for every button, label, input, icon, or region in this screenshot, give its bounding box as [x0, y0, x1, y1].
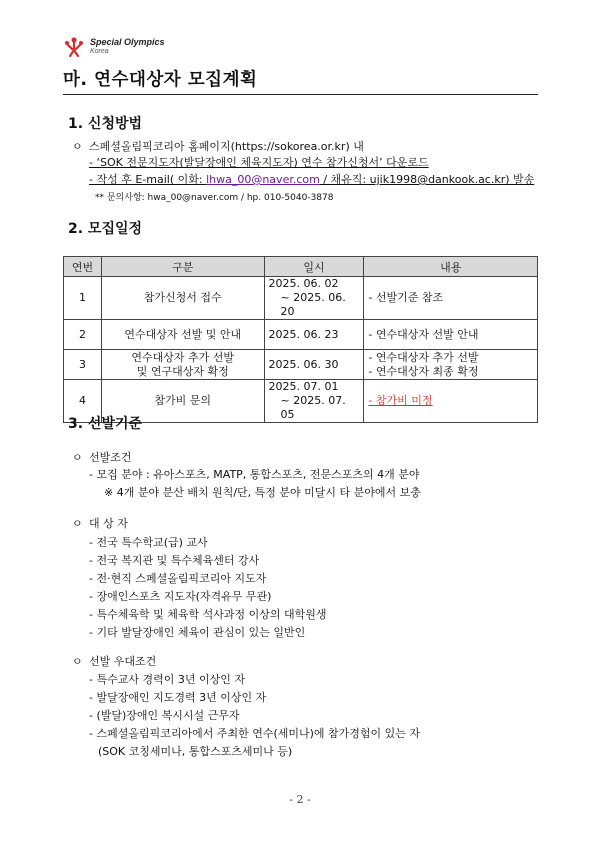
content-line: - 연수대상자 추가 선발 — [368, 350, 479, 364]
email-link[interactable]: lhwa_00@naver.com — [206, 173, 320, 186]
row-content — [364, 350, 538, 380]
row-type: 참가신청서 접수 — [101, 277, 264, 320]
table-row — [64, 350, 538, 380]
group2-line: - 전국 복지관 및 특수체육센터 강사 — [89, 554, 260, 567]
special-olympics-logo-icon — [62, 36, 86, 58]
row-content: - 선발기준 참조 — [364, 277, 538, 320]
group3-title: 선발 우대조건 — [89, 655, 157, 668]
group3-line: - 스페셜올림픽코리아에서 주최한 연수(세미나)에 참가경험이 있는 자 — [89, 727, 421, 740]
content-line: - 연수대상자 최종 확정 — [368, 364, 479, 378]
group1-title: 선발조건 — [89, 451, 132, 464]
group2-line: - 전·현직 스페셜올림픽코리아 지도자 — [89, 572, 267, 585]
section1-line1: 스페셜올림픽코리아 홈페이지(https://sokorea.or.kr) 내 — [89, 140, 364, 153]
page-title: 마. 연수대상자 모집계획 — [63, 70, 258, 90]
row-date: 2025. 06. 30 — [264, 350, 364, 380]
group1-bullet: ㅇ — [72, 451, 83, 464]
row-type: 연수대상자 추가 선발 및 연구대상자 확정 — [101, 350, 264, 380]
date-start: 2025. 06. 02 — [268, 277, 339, 290]
title-divider — [63, 94, 538, 95]
row-no: 3 — [64, 350, 102, 380]
row-content: - 연수대상자 선발 안내 — [364, 320, 538, 350]
section1-line2: - ‘SOK 전문지도자(발달장애인 체육지도자) 연수 참가신청서’ 다운로드 — [89, 156, 429, 169]
group3-bullet: ㅇ — [72, 655, 83, 668]
group2-line: - 기타 발달장애인 체육이 관심이 있는 일반인 — [89, 626, 306, 639]
section1-bullet: ㅇ — [72, 140, 83, 153]
table-row — [64, 320, 538, 350]
header-no: 연번 — [64, 257, 102, 277]
group1-line: ※ 4개 분야 분산 배치 원칙/단, 특정 분야 미달시 타 분야에서 보충 — [104, 486, 421, 499]
row-type: 연수대상자 선발 및 안내 — [101, 320, 264, 350]
header-type: 구분 — [101, 257, 264, 277]
logo-main-text: Special Olympics — [90, 37, 165, 47]
group3-line: - 특수교사 경력이 3년 이상인 자 — [89, 673, 245, 686]
section1-line3 — [89, 171, 534, 187]
line3-suffix: / 채유직: ujik1998@dankook.ac.kr) 발송 — [319, 173, 535, 186]
fee-undecided: - 참가비 미정 — [368, 394, 433, 407]
group1-line: - 모집 분야 : 유아스포츠, MATP, 통합스포츠, 전문스포츠의 4개 분야 — [89, 468, 420, 481]
group2-line: - 특수체육학 및 체육학 석사과정 이상의 대학원생 — [89, 608, 327, 621]
group2-title: 대 상 자 — [89, 517, 128, 530]
group2-line: - 장애인스포츠 지도자(자격유무 무관) — [89, 590, 272, 603]
section3-heading: 3. 선발기준 — [68, 416, 143, 432]
header-content: 내용 — [364, 257, 538, 277]
row-date: 2025. 06. 23 — [264, 320, 364, 350]
table-row — [64, 277, 538, 320]
schedule-table — [63, 256, 538, 423]
contact-note: ** 문의사항: hwa_00@naver.com / hp. 010-5040-3878 — [95, 193, 334, 203]
section2-heading: 2. 모집일정 — [68, 221, 143, 237]
table-header-row — [64, 257, 538, 277]
page-number: - 2 - — [289, 793, 311, 806]
logo-sub-text: Korea — [90, 48, 109, 55]
date-end: ~ 2025. 06. 20 — [280, 291, 346, 318]
line3-prefix: - 작성 후 E-mail( 이화: — [89, 173, 207, 186]
group3-line: - (발달)장애인 복시시설 근무자 — [89, 709, 240, 722]
date-end: ~ 2025. 07. 05 — [280, 394, 346, 421]
row-no: 1 — [64, 277, 102, 320]
row-date — [264, 277, 364, 320]
section1-heading: 1. 신청방법 — [68, 116, 143, 132]
date-start: 2025. 07. 01 — [268, 380, 339, 393]
row-content — [364, 380, 538, 423]
group2-line: - 전국 특수학교(급) 교사 — [89, 536, 208, 549]
row-no: 2 — [64, 320, 102, 350]
group3-line: - 발달장애인 지도경력 3년 이상인 자 — [89, 691, 267, 704]
row-date — [264, 380, 364, 423]
row-type: 참가비 문의 — [101, 380, 264, 423]
header-date: 일시 — [264, 257, 364, 277]
row-no: 4 — [64, 380, 102, 423]
logo — [62, 36, 165, 58]
group2-bullet: ㅇ — [72, 517, 83, 530]
group3-line: (SOK 코칭세미나, 통합스포츠세미나 등) — [98, 745, 293, 758]
